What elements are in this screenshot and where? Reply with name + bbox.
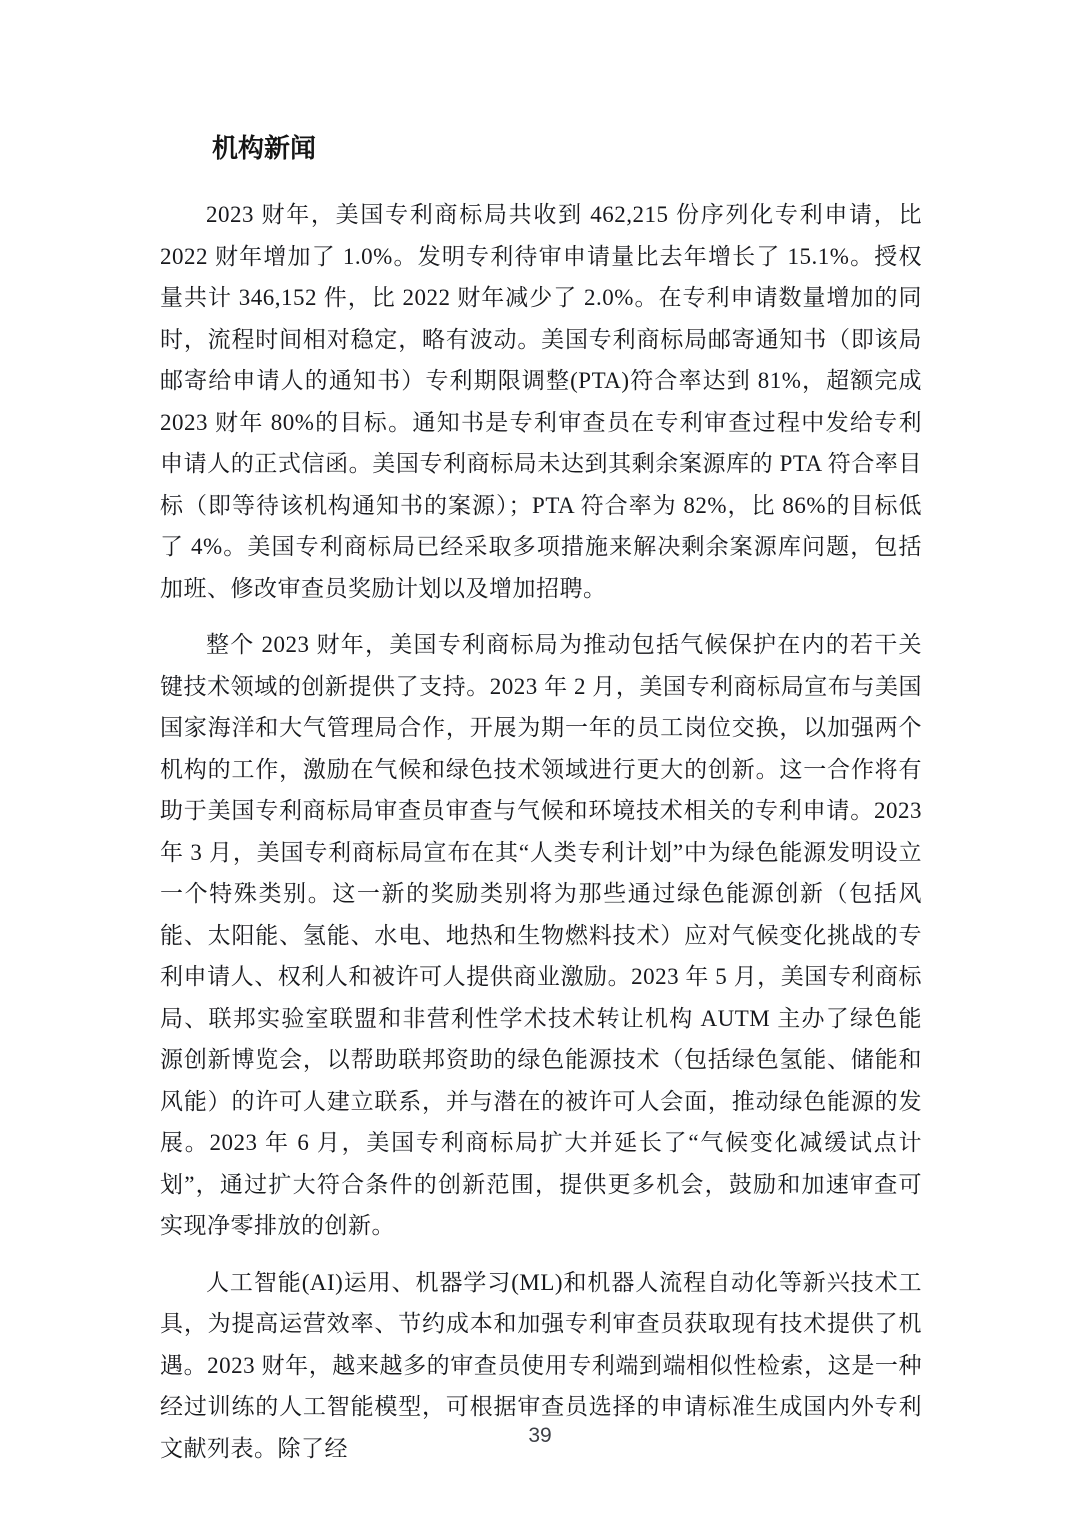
section-heading: 机构新闻	[212, 134, 317, 163]
paragraph-uspto-statistics: 2023 财年，美国专利商标局共收到 462,215 份序列化专利申请，比 2022 财年增加了 1.0%。发明专利待审申请量比去年增长了 15.1%。授权量共计 346,152 件，比 2022 财年减少了 2.0%。在专利申请数量增加的同时，流程时间相对稳定，略有波动。美国专利商标局邮寄通知书（即该局邮寄给申请人的通知书）专利期限调整(PTA)符合率达到 81%，超额完成 2023 财年 80%的目标。通知书是专利审查员在专利审查过程中发给专利申请人的正式信函。美国专利商标局未达到其剩余案源库的 PTA 符合率目标（即等待该机构通知书的案源）；PTA 符合率为 82%，比 86%的目标低了 4%。美国专利商标局已经采取多项措施来解决剩余案源库问题，包括加班、修改审查员奖励计划以及增加招聘。	[160, 202, 922, 601]
paragraph-ai-tools: 人工智能(AI)运用、机器学习(ML)和机器人流程自动化等新兴技术工具，为提高运营效率、节约成本和加强专利审查员获取现有技术提供了机遇。2023 财年，越来越多的审查员使用专利端到端相似性检索，这是一种经过训练的人工智能模型，可根据审查员选择的申请标准生成国内外专利文献列表。除了经	[160, 1269, 922, 1461]
paragraph-climate-initiatives: 整个 2023 财年，美国专利商标局为推动包括气候保护在内的若干关键技术领域的创新提供了支持。2023 年 2 月，美国专利商标局宣布与美国国家海洋和大气管理局合作，开展为期一年的员工岗位交换，以加强两个机构的工作，激励在气候和绿色技术领域进行更大的创新。这一合作将有助于美国专利商标局审查员审查与气候和环境技术相关的专利申请。2023 年 3 月，美国专利商标局宣布在其“人类专利计划”中为绿色能源发明设立一个特殊类别。这一新的奖励类别将为那些通过绿色能源创新（包括风能、太阳能、氢能、水电、地热和生物燃料技术）应对气候变化挑战的专利申请人、权利人和被许可人提供商业激励。2023 年 5 月，美国专利商标局、联邦实验室联盟和非营利性学术技术转让机构 AUTM 主办了绿色能源创新博览会，以帮助联邦资助的绿色能源技术（包括绿色氢能、储能和风能）的许可人建立联系，并与潜在的被许可人会面，推动绿色能源的发展。2023 年 6 月，美国专利商标局扩大并延长了“气候变化减缓试点计划”，通过扩大符合条件的创新范围，提供更多机会，鼓励和加速审查可实现净零排放的创新。	[160, 632, 922, 1238]
page-content	[160, 130, 922, 1484]
page-number: 39	[528, 1424, 552, 1447]
